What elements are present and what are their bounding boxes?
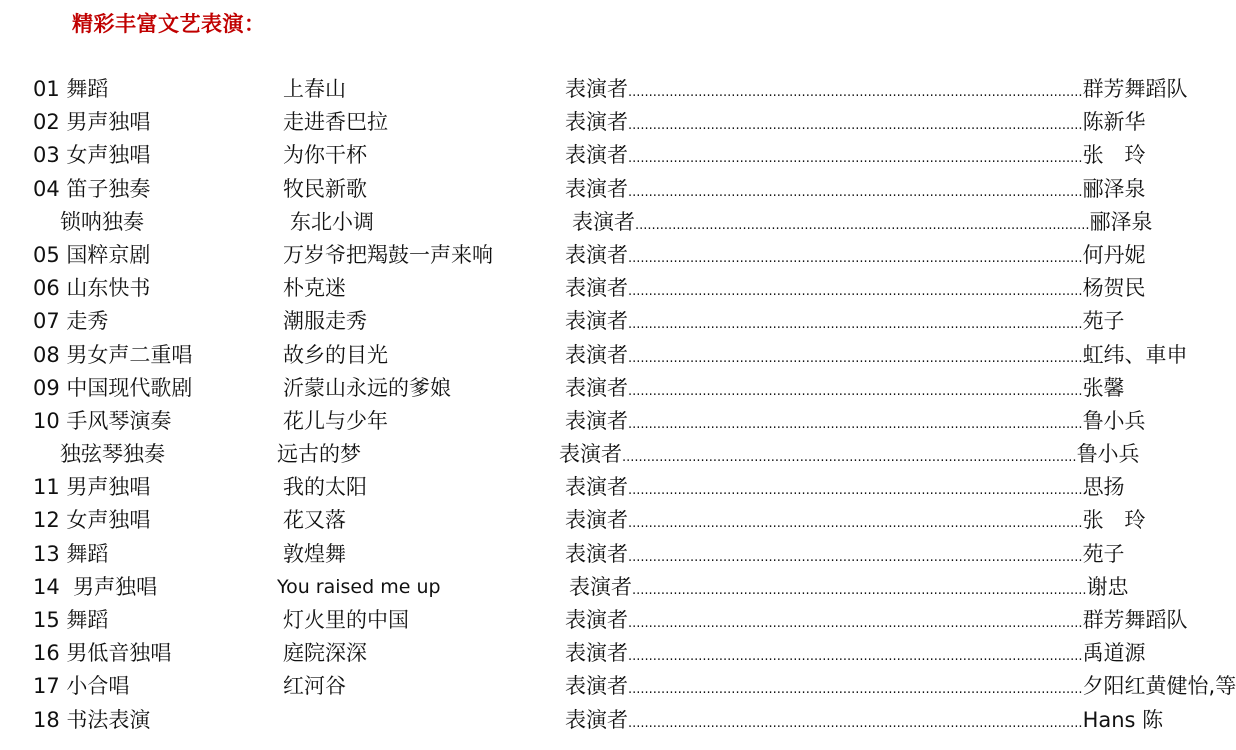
program-category: 05 国粹京剧 (33, 242, 151, 267)
program-performer (565, 604, 1188, 640)
leader-dots: .............................................................................................................. (635, 217, 1090, 233)
program-performer (565, 637, 1146, 673)
program-piece: 上春山 (283, 77, 346, 101)
leader-dots: .............................................................................................................. (628, 184, 1083, 200)
performer-label: 表演者 (565, 242, 628, 267)
program-category: 01 舞蹈 (33, 77, 109, 101)
program-row (0, 405, 1146, 438)
program-category: 锁呐独奏 (60, 209, 144, 234)
program-row (0, 339, 1188, 372)
performer-name: 谢忠 (1086, 574, 1129, 599)
program-performer (565, 670, 1236, 706)
performer-name: 群芳舞蹈队 (1082, 608, 1188, 632)
program-piece: 花儿与少年 (283, 408, 388, 433)
program-piece: 红河谷 (283, 674, 346, 699)
performer-label: 表演者 (565, 707, 628, 732)
program-row (0, 139, 1146, 172)
program-performer (565, 372, 1125, 408)
program-row (0, 372, 1125, 405)
performer-name: 张 玲 (1082, 508, 1146, 533)
performer-name: 郦泽泉 (1089, 209, 1153, 234)
program-performer (565, 305, 1125, 341)
program-row (0, 106, 1146, 139)
program-piece: 潮服走秀 (283, 309, 367, 334)
program-row (0, 538, 1125, 571)
program-piece: 万岁爷把羯鼓一声来响 (283, 242, 493, 267)
performer-name: 思扬 (1082, 475, 1125, 500)
leader-dots: .............................................................................................................. (628, 682, 1083, 698)
leader-dots: .............................................................................................................. (628, 416, 1083, 432)
program-row (0, 504, 1146, 537)
program-piece: 灯火里的中国 (283, 608, 409, 632)
program-piece: 花又落 (283, 508, 346, 533)
program-row (0, 670, 1236, 703)
program-performer (569, 571, 1129, 607)
leader-dots: .............................................................................................................. (632, 582, 1087, 598)
performer-name: 禹道源 (1082, 641, 1146, 666)
program-performer (572, 206, 1153, 242)
program-piece: 为你干杯 (283, 143, 367, 168)
program-category: 02 男声独唱 (33, 110, 151, 135)
performer-name: 群芳舞蹈队 (1082, 77, 1188, 101)
performer-label: 表演者 (565, 77, 628, 101)
leader-dots: .............................................................................................................. (628, 715, 1083, 731)
program-performer (565, 471, 1125, 507)
program-category: 16 男低音独唱 (33, 641, 172, 666)
program-performer (565, 504, 1146, 540)
performer-name: 张 玲 (1082, 143, 1146, 168)
program-performer (565, 339, 1188, 375)
program-category: 06 山东快书 (33, 276, 151, 301)
performer-label: 表演者 (565, 674, 628, 699)
program-row (0, 471, 1125, 504)
program-piece: 我的太阳 (283, 475, 367, 500)
program-performer (565, 106, 1146, 142)
program-category: 10 手风琴演奏 (33, 408, 172, 433)
performer-label: 表演者 (565, 342, 628, 367)
program-piece: 朴克迷 (283, 276, 346, 301)
program-performer (565, 272, 1146, 308)
leader-dots: .............................................................................................................. (622, 450, 1077, 466)
leader-dots: .............................................................................................................. (628, 151, 1083, 167)
performer-name: 陈新华 (1082, 110, 1146, 135)
performer-name: 鲁小兵 (1076, 442, 1140, 467)
program-category: 09 中国现代歌剧 (33, 375, 193, 400)
program-performer (565, 173, 1146, 209)
program-piece: 东北小调 (290, 209, 374, 234)
program-row (0, 239, 1146, 272)
program-piece: 沂蒙山永远的爹娘 (283, 375, 451, 400)
leader-dots: .............................................................................................................. (628, 317, 1083, 333)
leader-dots: .............................................................................................................. (628, 549, 1083, 565)
program-category: 04 笛子独奏 (33, 176, 151, 201)
program-piece: 走进香巴拉 (283, 110, 388, 135)
performer-label: 表演者 (565, 541, 628, 566)
leader-dots: .............................................................................................................. (628, 616, 1083, 631)
program-category: 08 男女声二重唱 (33, 342, 193, 367)
performer-name: 夕阳红黄健怡,等 (1082, 674, 1236, 699)
program-row (0, 305, 1125, 338)
program-category: 18 书法表演 (33, 707, 151, 732)
performer-name: 苑子 (1082, 309, 1125, 334)
leader-dots: .............................................................................................................. (628, 284, 1083, 300)
program-piece: 庭院深深 (283, 641, 367, 666)
leader-dots: .............................................................................................................. (628, 516, 1083, 532)
program-piece: 远古的梦 (277, 442, 361, 467)
leader-dots: .............................................................................................................. (628, 649, 1083, 665)
performer-label: 表演者 (565, 508, 628, 533)
program-category: 12 女声独唱 (33, 508, 151, 533)
program-piece: 牧民新歌 (283, 176, 367, 201)
page-title: 精彩丰富文艺表演： (72, 12, 266, 36)
leader-dots: .............................................................................................................. (628, 85, 1083, 100)
performer-label: 表演者 (565, 110, 628, 135)
performer-name: 苑子 (1082, 541, 1125, 566)
program-category: 13 舞蹈 (33, 541, 109, 566)
performer-label: 表演者 (572, 209, 635, 234)
program-piece: 故乡的目光 (283, 342, 388, 367)
performer-label: 表演者 (565, 176, 628, 201)
performer-name: 何丹妮 (1082, 242, 1146, 267)
program-row (0, 571, 1129, 604)
program-category: 17 小合唱 (33, 674, 130, 699)
program-category: 07 走秀 (33, 309, 109, 334)
performer-label: 表演者 (565, 641, 628, 666)
program-performer (565, 139, 1146, 175)
performer-name: 郦泽泉 (1082, 176, 1146, 201)
program-category: 03 女声独唱 (33, 143, 151, 168)
program-category: 独弦琴独奏 (60, 442, 165, 467)
performer-label: 表演者 (559, 442, 622, 467)
performer-label: 表演者 (565, 375, 628, 400)
performer-name: 张馨 (1082, 375, 1125, 400)
performer-label: 表演者 (565, 143, 628, 168)
program-row (0, 73, 1188, 106)
program-row (0, 637, 1146, 670)
program-performer (565, 73, 1188, 109)
program-row (0, 438, 1140, 471)
performer-name: 虹纬、車申 (1082, 342, 1188, 367)
program-row (0, 704, 1164, 737)
program-row (0, 206, 1153, 239)
program-category: 14 男声独唱 (33, 574, 158, 599)
program-performer (565, 538, 1125, 574)
program-list (0, 73, 1236, 737)
leader-dots: .............................................................................................................. (628, 483, 1083, 499)
leader-dots: .............................................................................................................. (628, 383, 1083, 399)
program-piece: 敦煌舞 (283, 541, 346, 566)
performer-name: 鲁小兵 (1082, 408, 1146, 433)
performer-label: 表演者 (565, 309, 628, 334)
performer-label: 表演者 (569, 574, 632, 599)
performer-name: 杨贺民 (1082, 276, 1146, 301)
program-row (0, 604, 1188, 637)
performer-label: 表演者 (565, 475, 628, 500)
program-row (0, 272, 1146, 305)
program-category: 15 舞蹈 (33, 608, 109, 632)
program-performer (559, 438, 1140, 474)
program-row (0, 173, 1146, 206)
program-performer (565, 704, 1164, 740)
performer-label: 表演者 (565, 408, 628, 433)
program-piece: You raised me up (277, 575, 441, 598)
leader-dots: .............................................................................................................. (628, 350, 1083, 366)
program-performer (565, 405, 1146, 441)
program-category: 11 男声独唱 (33, 475, 151, 500)
performer-label: 表演者 (565, 276, 628, 301)
leader-dots: .............................................................................................................. (628, 250, 1083, 266)
performer-name: Hans 陈 (1082, 707, 1164, 732)
program-performer (565, 239, 1146, 275)
performer-label: 表演者 (565, 608, 628, 632)
leader-dots: .............................................................................................................. (628, 118, 1083, 134)
